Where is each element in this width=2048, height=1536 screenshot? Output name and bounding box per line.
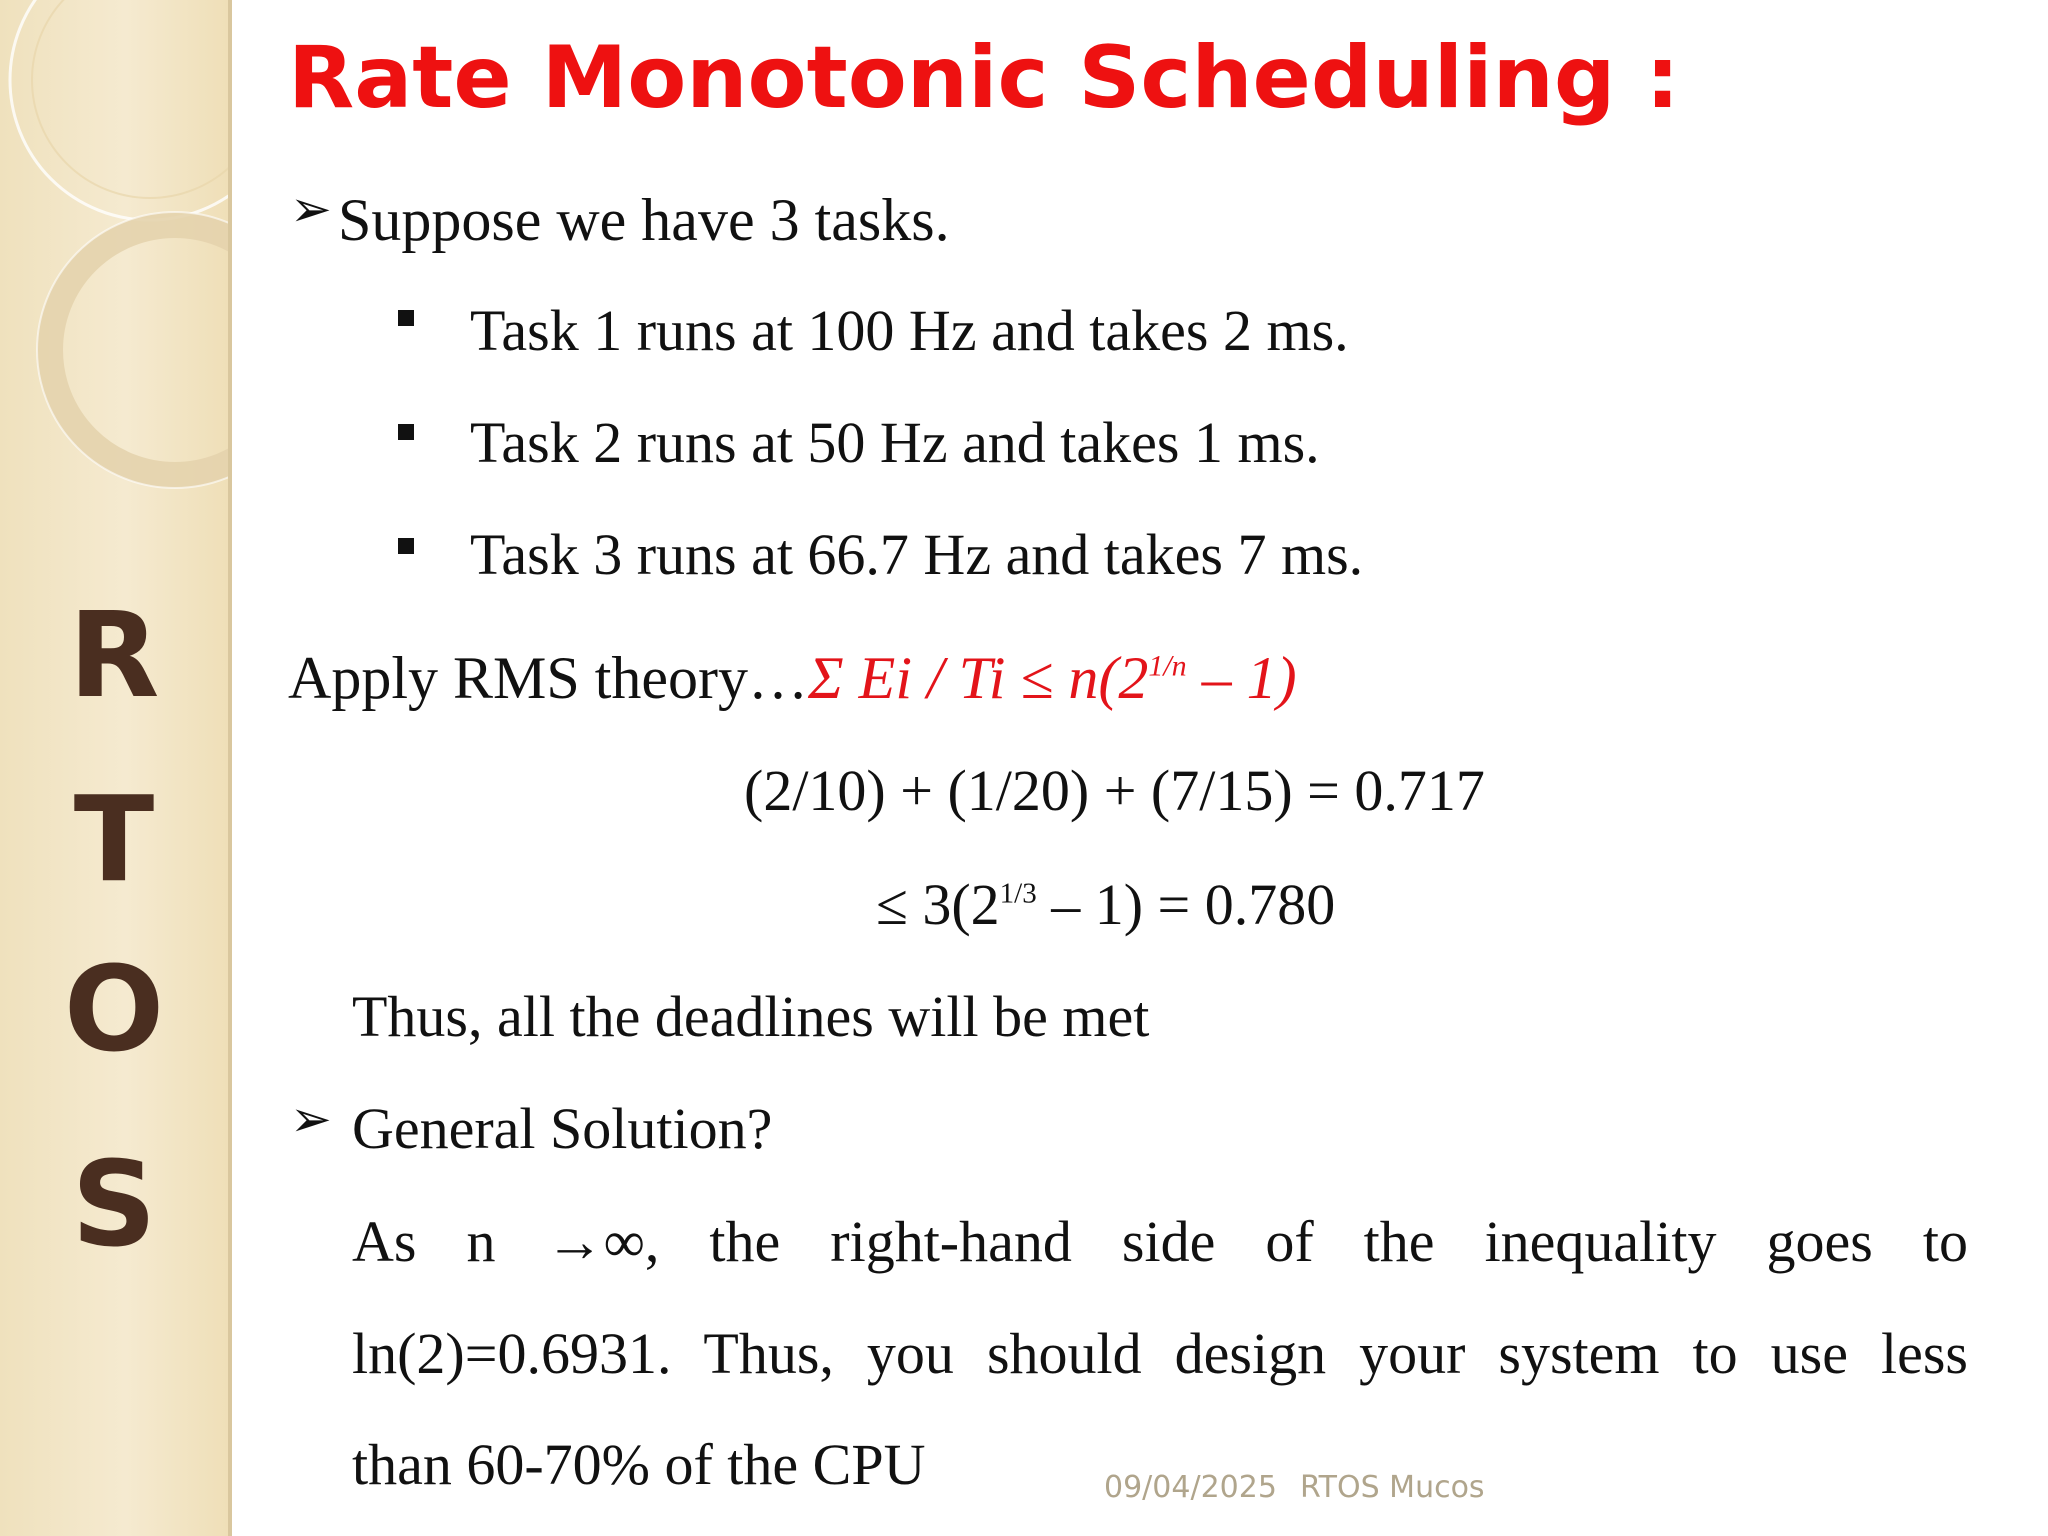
formula-main: Σ Ei / Ti ≤ n(2: [808, 645, 1149, 711]
footer-label: RTOS Mucos: [1300, 1470, 1485, 1505]
sidebar-decoration: [0, 0, 232, 1536]
square-bullet-icon: [398, 310, 414, 326]
formula-end: – 1): [1186, 645, 1297, 711]
square-bullet-icon: [398, 424, 414, 440]
task-item-3: Task 3 runs at 66.7 Hz and takes 7 ms.: [470, 522, 1364, 587]
sidebar-letter-s: S: [71, 1135, 157, 1273]
calc-line-1: (2/10) + (1/20) + (7/15) = 0.717: [744, 758, 1485, 823]
calc-line2-suffix: – 1) = 0.780: [1036, 872, 1336, 937]
arrow-bullet-icon: ➢: [290, 180, 332, 238]
general-line-1: As n →∞, the right-hand side of the inequality goes to: [352, 1209, 1968, 1274]
apply-prefix: Apply RMS theory…: [288, 645, 809, 711]
arrow-bullet-icon: ➢: [290, 1090, 332, 1148]
calc-line2-prefix: ≤ 3(2: [876, 872, 1000, 937]
formula-exponent: 1/n: [1148, 649, 1187, 683]
slide-title: Rate Monotonic Scheduling :: [288, 28, 1680, 128]
decorative-circles: [0, 0, 228, 1536]
general-line-2: ln(2)=0.6931. Thus, you should design your system to use less: [352, 1321, 1968, 1386]
intro-text: Suppose we have 3 tasks.: [338, 187, 950, 253]
calc-line2-exponent: 1/3: [999, 877, 1037, 910]
footer-date: 09/04/2025: [1104, 1470, 1277, 1505]
sidebar-letter-o: O: [63, 940, 165, 1078]
task-item-2: Task 2 runs at 50 Hz and takes 1 ms.: [470, 410, 1320, 475]
general-line-3: than 60-70% of the CPU: [352, 1432, 926, 1497]
calc-line-2: [876, 872, 1335, 939]
sidebar-letter-t: T: [73, 770, 155, 908]
sidebar-letter-r: R: [68, 586, 160, 724]
task-item-1: Task 1 runs at 100 Hz and takes 2 ms.: [470, 298, 1349, 363]
rms-formula: [808, 645, 1297, 711]
general-heading: General Solution?: [352, 1096, 773, 1161]
conclusion-text: Thus, all the deadlines will be met: [352, 984, 1150, 1049]
square-bullet-icon: [398, 538, 414, 554]
apply-line: [288, 644, 1297, 713]
